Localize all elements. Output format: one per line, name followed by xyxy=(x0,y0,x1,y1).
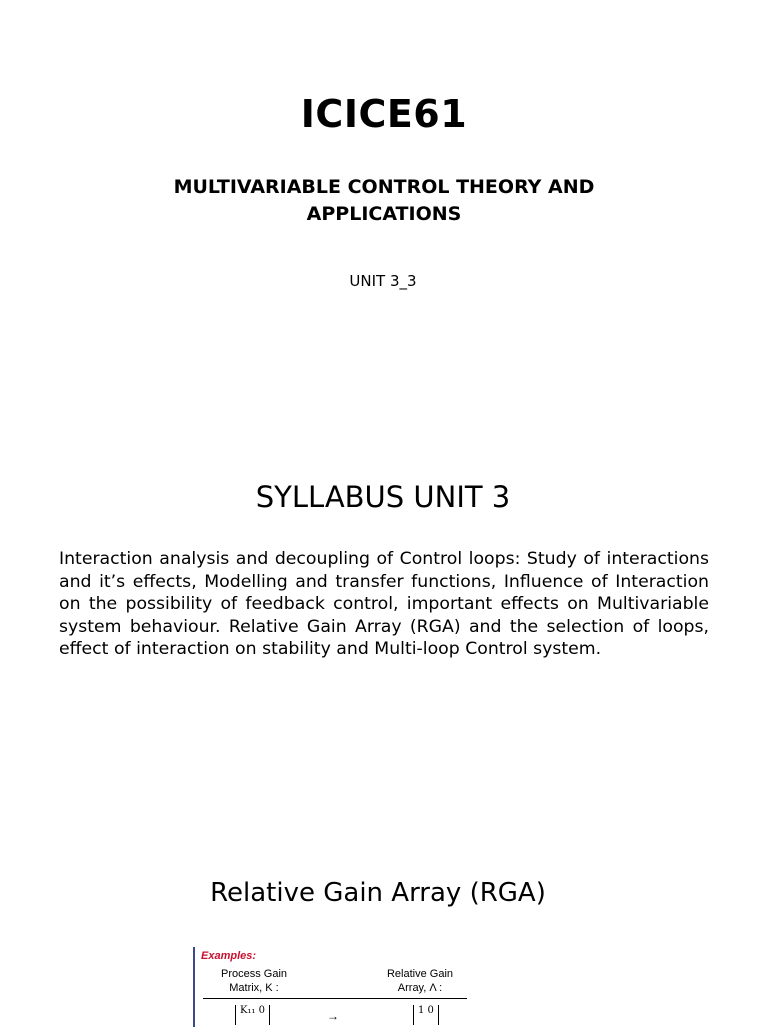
syllabus-paragraph: Interaction analysis and decoupling of Control loops: Study of interactions and it’s effects, Modelling and transfer functions, Influence of Interaction on the possibility of feedback control, important effects on Multivariable system behaviour. Relative Gain Array (RGA) and the selection of loops, effect of interaction on stability and Multi-loop Control system. xyxy=(59,549,709,659)
relative-gain-header xyxy=(375,967,465,995)
process-gain-header-line1: Process Gain xyxy=(220,968,288,980)
process-gain-matrix: K₁₁ 0 xyxy=(235,1005,270,1025)
syllabus-heading: SYLLABUS UNIT 3 xyxy=(255,480,511,514)
slide-title xyxy=(0,0,768,330)
rga-heading: Relative Gain Array (RGA) xyxy=(210,878,546,908)
relative-gain-header-line1: Relative Gain xyxy=(386,968,454,980)
process-gain-header xyxy=(209,967,299,995)
course-subtitle: MULTIVARIABLE CONTROL THEORY AND APPLICATIONS xyxy=(173,176,595,225)
slide-syllabus xyxy=(0,470,768,700)
process-gain-header-line2: Matrix, K : xyxy=(229,982,279,994)
unit-label: UNIT 3_3 xyxy=(349,272,417,290)
rga-examples-figure xyxy=(193,947,485,1027)
relative-gain-header-line2: Array, Λ : xyxy=(397,982,443,994)
relative-gain-matrix: 1 0 xyxy=(413,1005,439,1025)
right-arrow-icon: → xyxy=(327,1009,339,1023)
examples-label: Examples: xyxy=(201,950,257,962)
header-underline xyxy=(203,998,467,999)
course-code-title: ICICE61 xyxy=(300,92,468,136)
slide-rga xyxy=(0,870,768,1024)
